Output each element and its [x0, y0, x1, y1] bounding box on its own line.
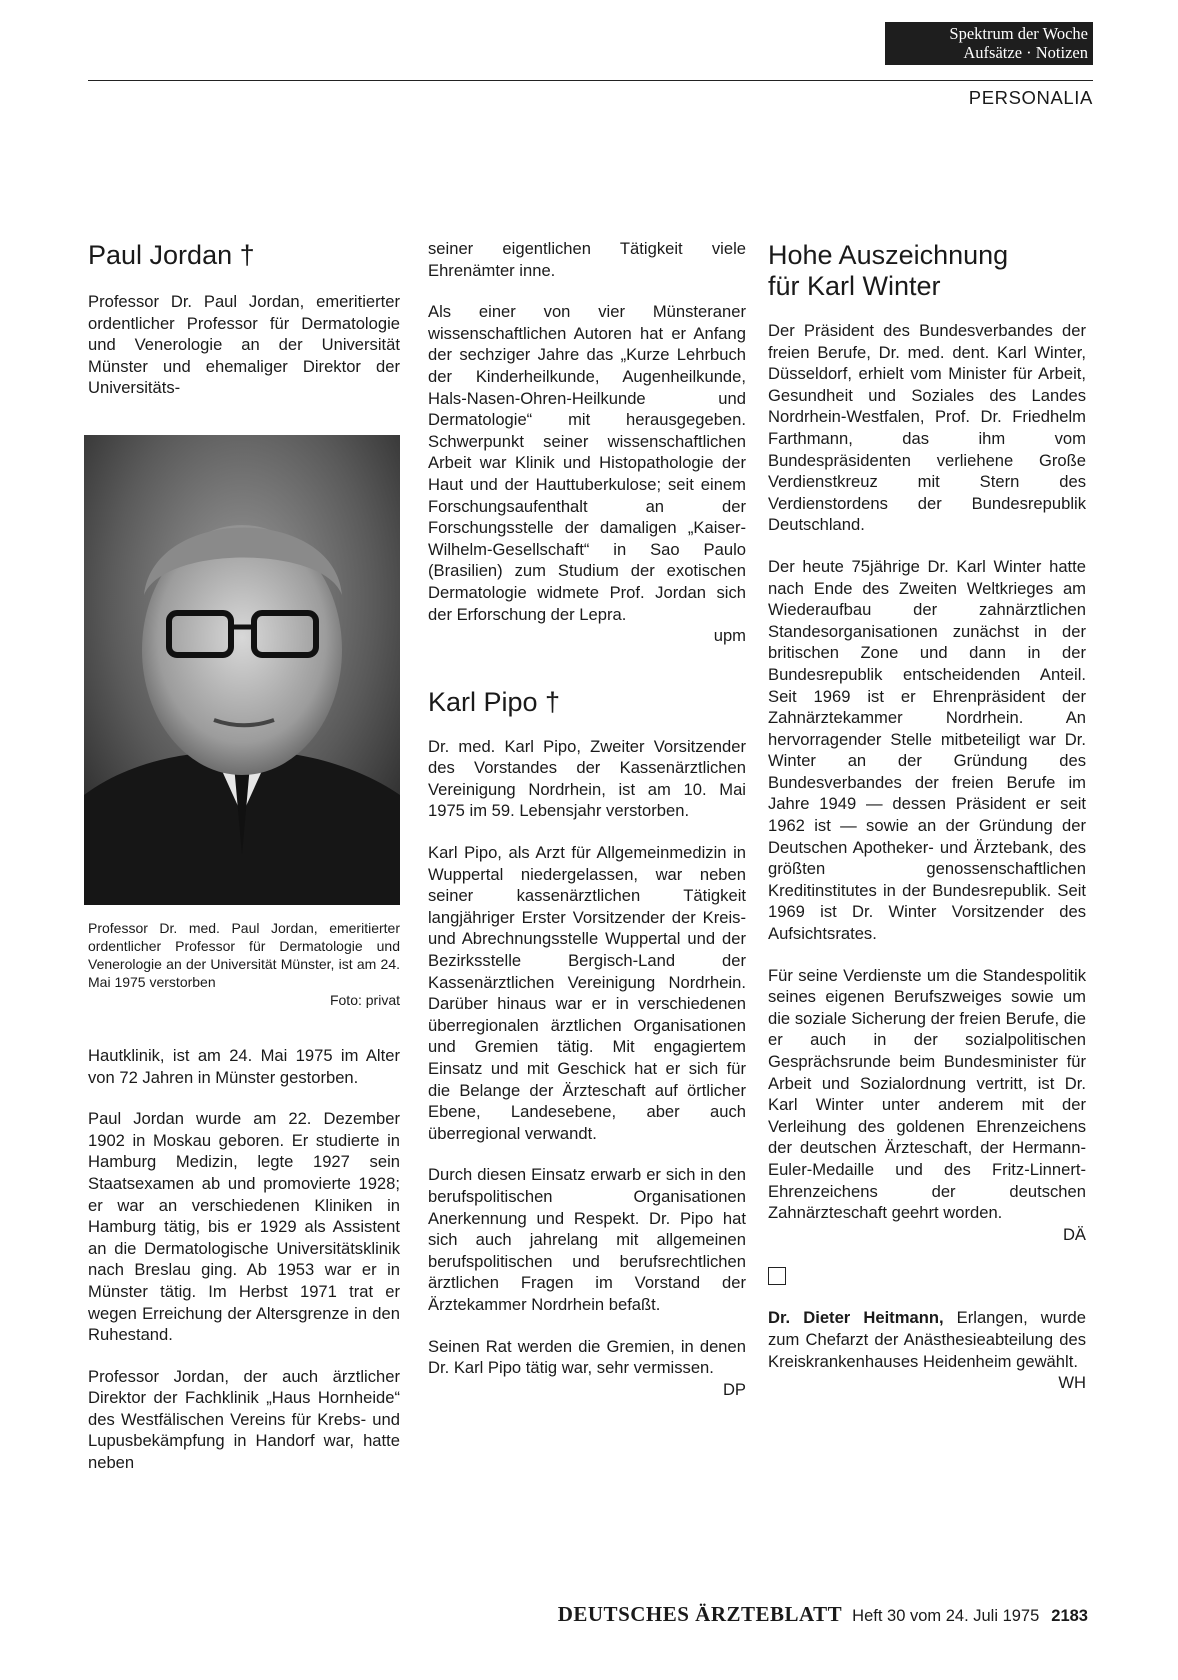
- jordan-paragraph-2: Paul Jordan wurde am 22. Dezember 1902 in Moskau geboren. Er studierte in Hamburg Medizin, legte 1927 sein Staatsexamen ab und promovierte 1928; er war an verschiedenen Kliniken in Hamburg tätig, bis er 1929 als Assistent an die Dermatologische Universitätsklinik nach Breslau ging. Ab 1953 war er in Münster tätig. Im Herbst 1971 trat er wegen Erreichung der Altersgrenze in den Ruhestand.: [88, 1109, 400, 1345]
- pipo-paragraph-1: Dr. med. Karl Pipo, Zweiter Vorsitzender des Vorstandes der Kassenärztlichen Vereinigung Nordrhein, ist am 10. Mai 1975 im 59. Lebensjahr verstorben.: [428, 736, 746, 821]
- pipo-signature: DP: [722, 1379, 746, 1399]
- winter-title-line1: Hohe Auszeichnung: [768, 240, 1009, 270]
- winter-signature-row: [768, 1224, 1086, 1246]
- section-tab: [885, 22, 1093, 65]
- jordan-signature: upm: [713, 626, 746, 646]
- column-1: [88, 240, 400, 1474]
- jordan-title: Paul Jordan †: [88, 240, 255, 270]
- pipo-title: Karl Pipo †: [428, 686, 561, 717]
- pipo-paragraph-3: Durch diesen Einsatz erwarb er sich in den berufspolitischen Organisationen Anerkennung und Respekt. Dr. Pipo hat sich auch jahrelang mit allgemeinen berufspolitischen und berufsrechtlichen ärztlichen Fragen im Vorstand der Ärztekammer Nordrhein befaßt.: [428, 1165, 746, 1314]
- photo-caption: [88, 919, 400, 1009]
- section-title: PERSONALIA: [968, 87, 1093, 108]
- jordan-signature-row: [428, 625, 746, 647]
- issue-info: Heft 30 vom 24. Juli 1975: [852, 1607, 1040, 1625]
- jordan-paragraph-3: Professor Jordan, der auch ärztlicher Direktor der Fachklinik „Haus Hornheide“ des Westfälischen Vereins für Krebs- und Lupusbekämpfung in Handorf war, hatte neben: [88, 1366, 400, 1473]
- heitmann-signature-row: [768, 1372, 1086, 1394]
- heitmann-text: Erlangen, wurde zum Chefarzt der Anästhesieabteilung des Kreiskrankenhauses Heidenheim gewählt.: [768, 1308, 1086, 1371]
- jordan-paragraph-1: Hautklinik, ist am 24. Mai 1975 im Alter von 72 Jahren in Münster gestorben.: [88, 1045, 400, 1087]
- pipo-signature-row: [428, 1379, 746, 1401]
- journal-name: DEUTSCHES ÄRZTEBLATT: [557, 1602, 843, 1626]
- header-rule: [88, 80, 1093, 81]
- jordan-paragraph-4: seiner eigentlichen Tätigkeit viele Ehrenämter inne.: [428, 239, 746, 280]
- jordan-intro: Professor Dr. Paul Jordan, emeritierter ordentlicher Professor für Dermatologie und Venerologie an der Universität Münster und ehemaliger Direktor der Universitäts-: [88, 292, 400, 398]
- heitmann-name: Dr. Dieter Heitmann,: [768, 1308, 944, 1328]
- separator-box: [768, 1267, 786, 1285]
- jordan-portrait-photo: [84, 435, 400, 905]
- winter-title-line2: für Karl Winter: [768, 271, 941, 301]
- jordan-paragraph-5: Als einer von vier Münsteraner wissenschaftlichen Autoren hat er Anfang der sechziger Jahre das „Kurze Lehrbuch der Kinderheilkunde, Augenheilkunde, Hals-Nasen-Ohren-Heilkunde und Dermatologie“ mit herausgegeben. Schwerpunkt seiner wissenschaftlichen Arbeit war Klinik und Histopathologie der Haut und der Hauttuberkulose; seit einem Forschungsaufenthalt an der Forschungsstelle der damaligen „Kaiser-Wilhelm-Gesellschaft“ in Sao Paulo (Brasilien) zum Studium der exotischen Dermatologie widmete Prof. Jordan sich der Erforschung der Lepra.: [428, 302, 746, 624]
- section-tab-line2: Aufsätze · Notizen: [963, 43, 1088, 62]
- pipo-paragraph-2: Karl Pipo, als Arzt für Allgemeinmedizin in Wuppertal niedergelassen, war neben seiner kassenärztlichen Tätigkeit langjähriger Erster Vorsitzender der Kreis- und Abrechnungsstelle Wuppertal und der Bezirksstelle Bergisch-Land der Kassenärztlichen Vereinigung Nordrhein. Darüber hinaus war er in verschiedenen überregionalen ärztlichen Organisationen und Gremien tätig. Mit engagiertem Einsatz und mit Geschick hat er sich für die Belange der Ärzteschaft auf örtlicher Ebene, Landesebene, aber auch überregional verwandt.: [428, 843, 746, 1143]
- pipo-paragraph-4: Seinen Rat werden die Gremien, in denen Dr. Karl Pipo tätig war, sehr vermissen.: [428, 1336, 746, 1378]
- winter-signature: DÄ: [1062, 1224, 1086, 1244]
- portrait-illustration: [84, 435, 400, 905]
- column-2: [428, 238, 746, 1400]
- winter-paragraph-3: Für seine Verdienste um die Standespolitik seines eigenen Berufszweiges sowie um die soziale Sicherung der freien Berufe, die er auch in der sozialpolitischen Gesprächsrunde beim Bundesminister für Arbeit und Sozialordnung vertritt, ist Dr. Karl Winter unter anderem mit der Verleihung des goldenen Ehrenzeichens der deutschen Ärzteschaft, der Hermann-Euler-Medaille und des Fritz-Linnert-Ehrenzeichens der deutschen Zahnärzteschaft geehrt worden.: [768, 965, 1086, 1223]
- column-3: [768, 240, 1086, 1394]
- winter-paragraph-2: Der heute 75jährige Dr. Karl Winter hatte nach Ende des Zweiten Weltkrieges am Wiederaufbau der zahnärztlichen Standesorganisationen zunächst in der britischen Zone und dann in der Bundesrepublik entscheidenden Anteil. Seit 1969 ist er Ehrenpräsident der Zahnärztekammer Nordrhein. An hervorragender Stelle mitbeteiligt war Dr. Winter an der Gründung des Bundesverbandes der freien Berufe im Jahre 1949 — dessen Präsident er seit 1962 ist — sowie an der Gründung der Deutschen Apotheker- und Ärztebank, des größten genossenschaftlichen Kreditinstitutes in der Bundesrepublik. Seit 1969 ist Dr. Winter Vorsitzender des Aufsichtsrates.: [768, 556, 1086, 944]
- page-footer: [478, 1602, 1088, 1627]
- heitmann-signature: WH: [1058, 1373, 1086, 1393]
- photo-credit: Foto: privat: [329, 991, 400, 1008]
- winter-paragraph-1: Der Präsident des Bundesverbandes der freien Berufe, Dr. med. dent. Karl Winter, Düsseldorf, erhielt vom Minister für Arbeit, Gesundheit und Soziales des Landes Nordrhein-Westfalen, Prof. Dr. Friedhelm Farthmann, das ihm vom Bundespräsidenten verliehene Große Verdienstkreuz mit Stern des Verdienstordens der Bundesrepublik Deutschland.: [768, 321, 1086, 535]
- heitmann-notice: [768, 1307, 1086, 1372]
- caption-text: Professor Dr. med. Paul Jordan, emeritierter ordentlicher Professor für Dermatologie und Venerologie an der Universität Münster, ist am 24. Mai 1975 verstorben: [88, 919, 400, 990]
- winter-title: [768, 240, 1086, 302]
- page-number: 2183: [1051, 1607, 1088, 1625]
- section-tab-line1: Spektrum der Woche: [949, 24, 1088, 43]
